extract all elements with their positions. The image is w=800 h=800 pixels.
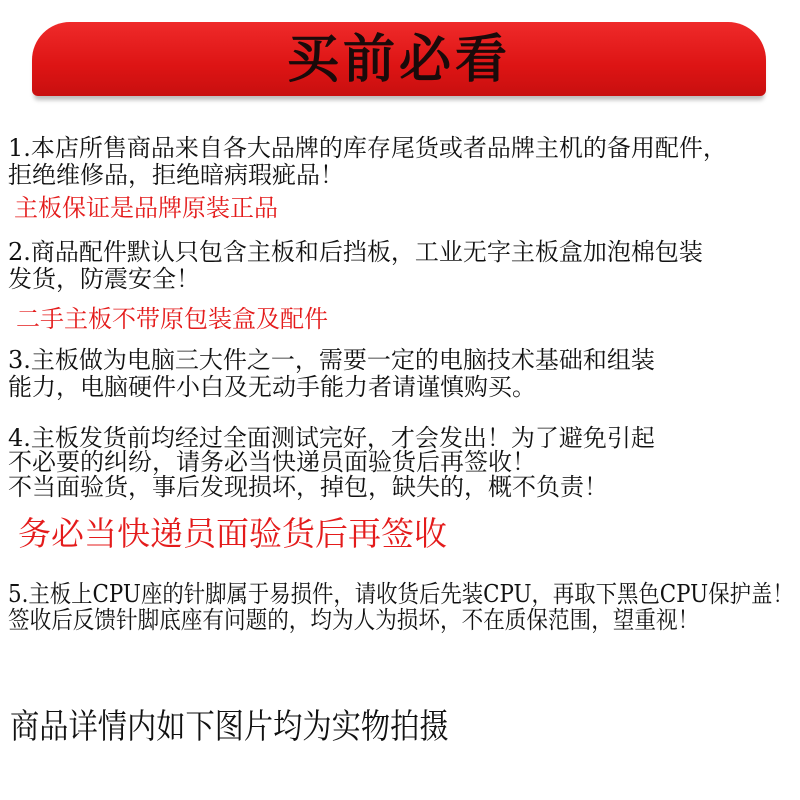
notice-4-line-1: 4.主板发货前均经过全面测试完好，才会发出！为了避免引起 bbox=[8, 424, 655, 452]
notice-2-line-1: 2.商品配件默认只包含主板和后挡板，工业无字主板盒加泡棉包装 bbox=[8, 238, 703, 266]
notice-3-line-2: 能力，电脑硬件小白及无动手能力者请谨慎购买。 bbox=[8, 373, 536, 401]
header-banner bbox=[32, 22, 766, 96]
notice-2-line-2: 发货，防震安全！ bbox=[8, 265, 200, 293]
notice-4-line-3: 不当面验货，事后发现损坏，掉包，缺失的，概不负责！ bbox=[8, 473, 608, 501]
notice-1-line-1: 1.本店所售商品来自各大品牌的库存尾货或者品牌主机的备用配件， bbox=[8, 134, 727, 162]
notice-5-line-2: 签收后反馈针脚底座有问题的，均为人为损坏，不在质保范围，望重视！ bbox=[8, 606, 700, 634]
notice-4-line-2: 不必要的纠纷，请务必当快递员面验货后再签收！ bbox=[8, 448, 536, 476]
notice-1-line-2: 拒绝维修品，拒绝暗病瑕疵品！ bbox=[8, 161, 344, 189]
notice-4-highlight: 务必当快递员面验货后再签收 bbox=[18, 514, 447, 553]
notice-1-highlight: 主板保证是品牌原装正品 bbox=[14, 194, 278, 222]
banner-title: 买前必看 bbox=[286, 30, 511, 90]
notice-5-line-1: 5.主板上CPU座的针脚属于易损件，请收货后先装CPU，再取下黑色CPU保护盖！ bbox=[8, 580, 794, 608]
footer-note: 商品详情内如下图片均为实物拍摄 bbox=[10, 707, 449, 747]
notice-3-line-1: 3.主板做为电脑三大件之一，需要一定的电脑技术基础和组装 bbox=[8, 346, 655, 374]
notice-2-highlight: 二手主板不带原包装盒及配件 bbox=[16, 305, 328, 333]
